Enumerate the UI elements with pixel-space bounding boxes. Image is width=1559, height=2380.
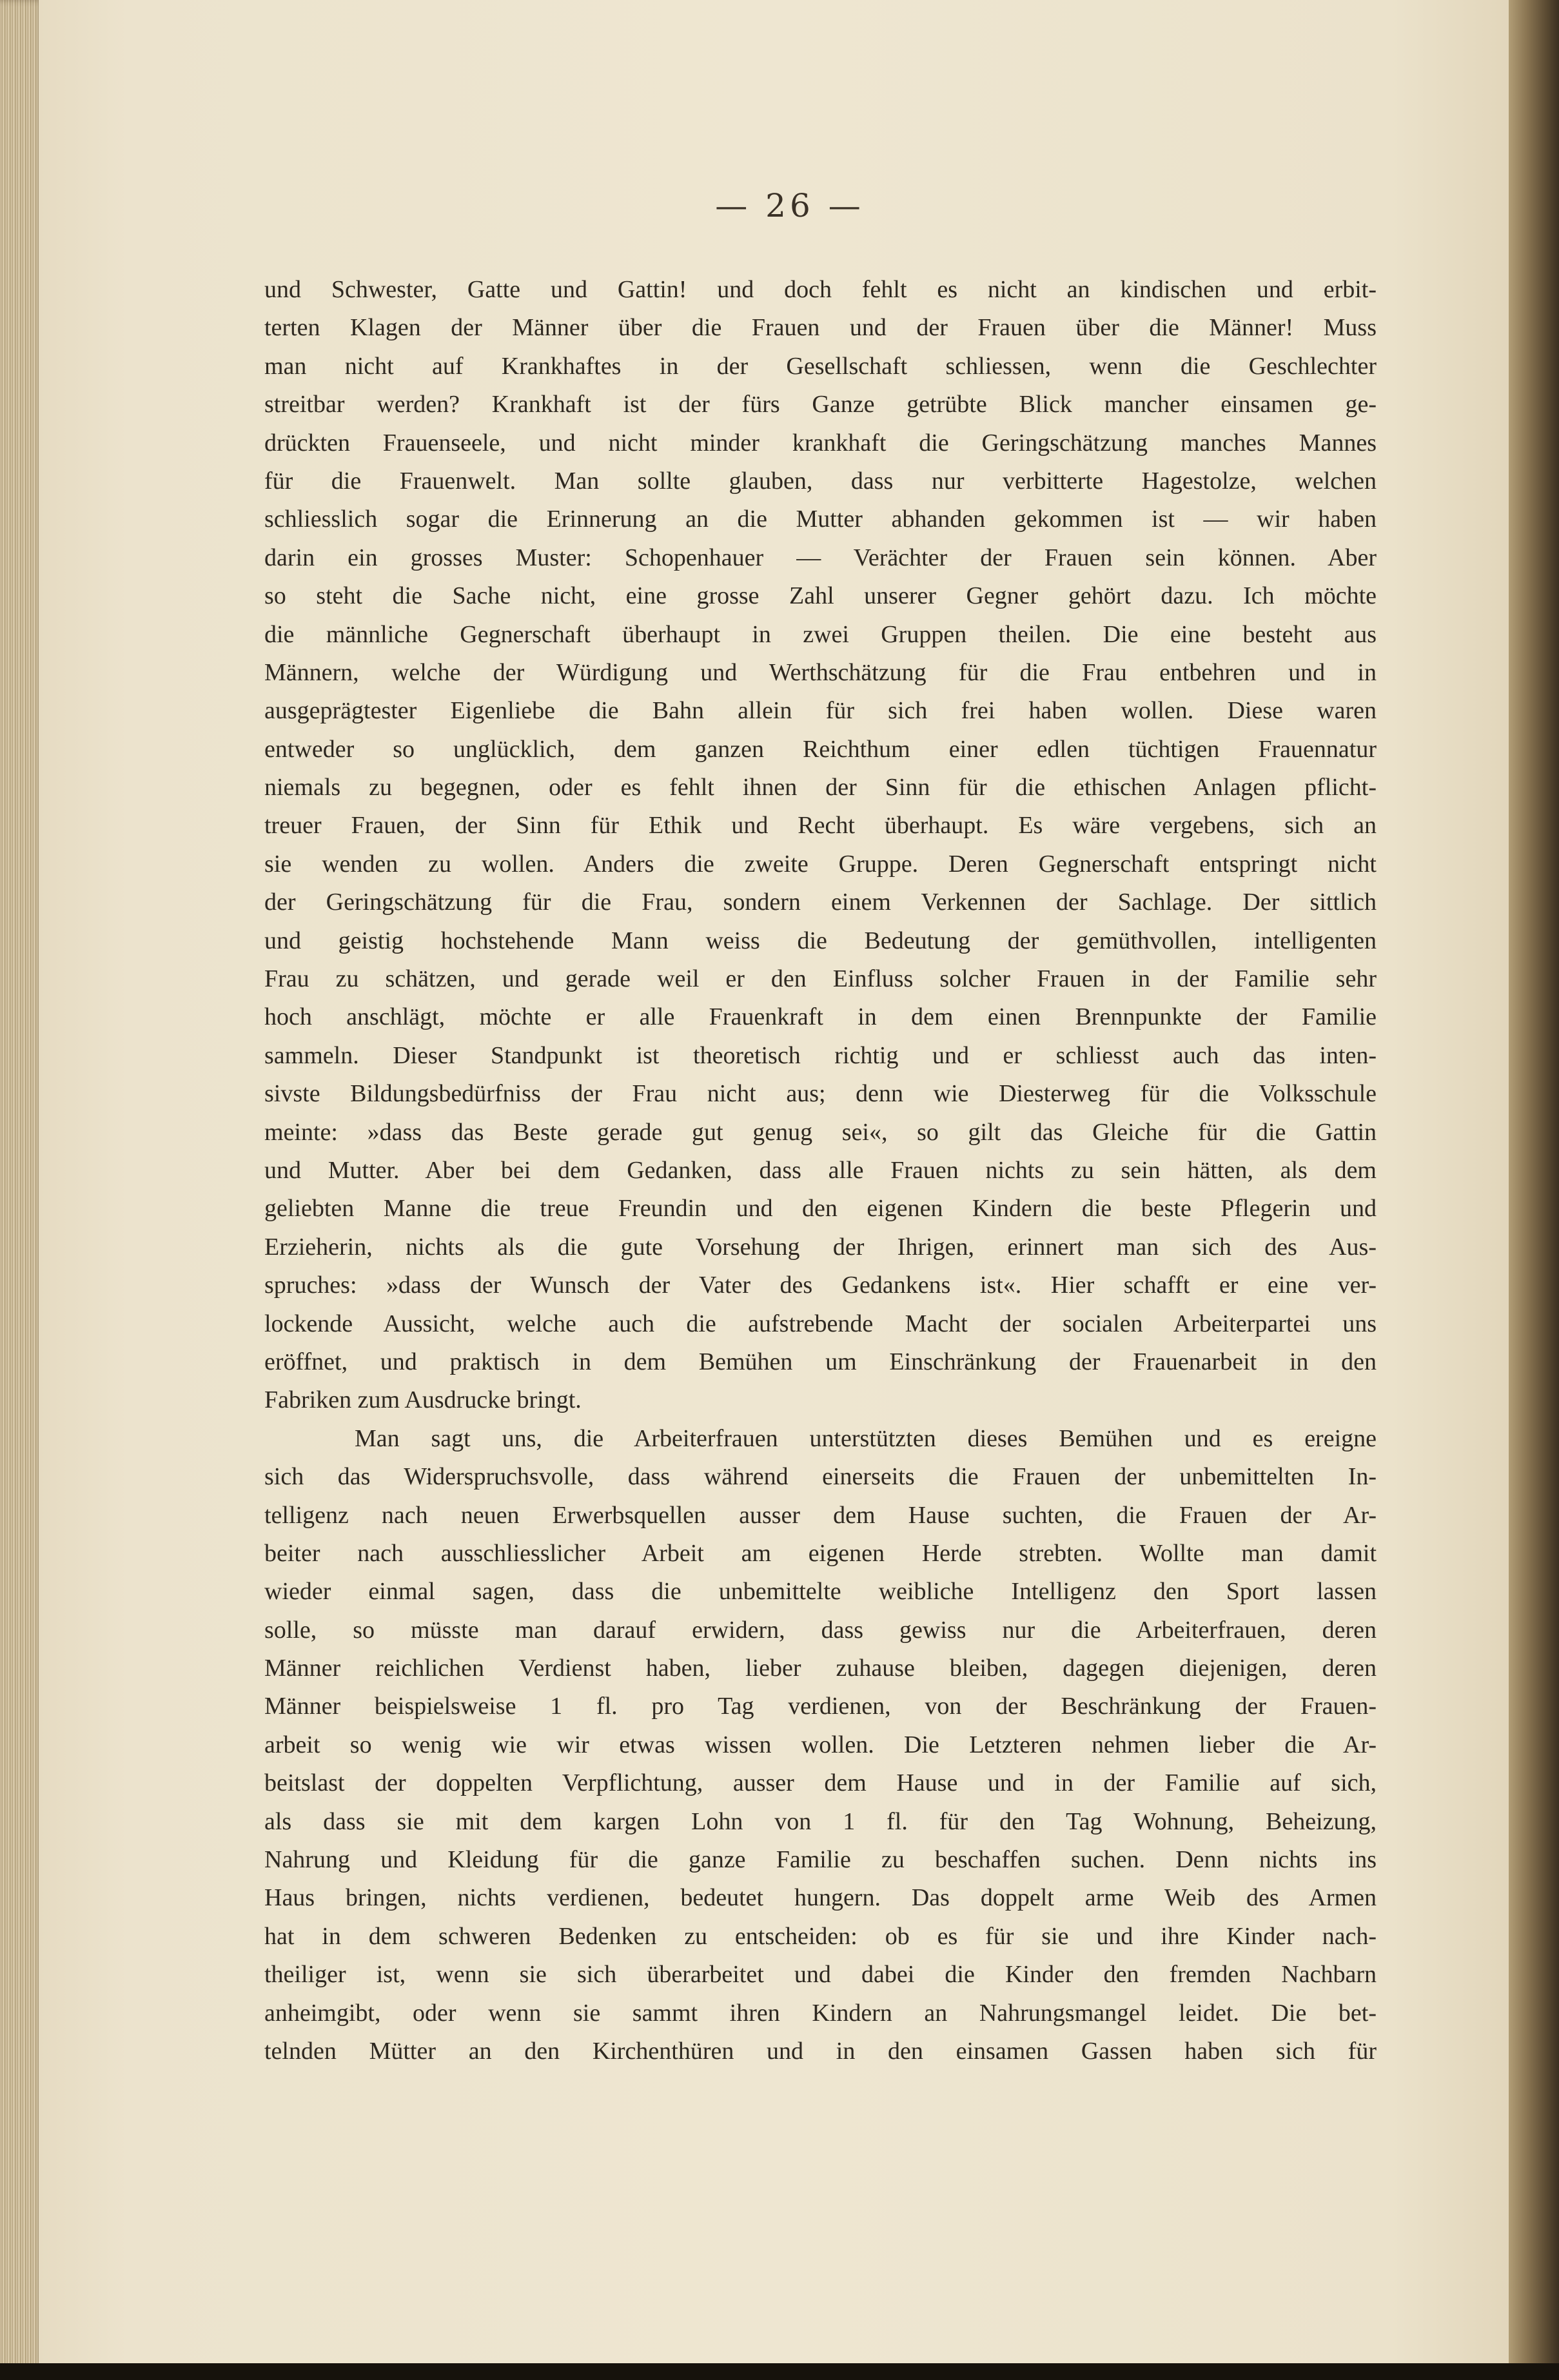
- text-line: theiliger ist, wenn sie sich überarbeitet und dabei die Kinder den fremden Nachbarn: [264, 1961, 1377, 1989]
- text-line: hoch anschlägt, möchte er alle Frauenkraft in dem einen Brennpunkte der Familie: [264, 1003, 1377, 1031]
- text-line: so steht die Sache nicht, eine grosse Zahl unserer Gegner gehört dazu. Ich möchte: [264, 582, 1377, 610]
- text-line: streitbar werden? Krankhaft ist der fürs Ganze getrübte Blick mancher einsamen ge-: [264, 391, 1377, 418]
- text-line: Frau zu schätzen, und gerade weil er den Einfluss solcher Frauen in der Familie sehr: [264, 965, 1377, 993]
- text-line: beitslast der doppelten Verpflichtung, ausser dem Hause und in der Familie auf sich,: [264, 1769, 1377, 1797]
- text-line: Männer beispielsweise 1 fl. pro Tag verdienen, von der Beschränkung der Frauen-: [264, 1693, 1377, 1720]
- text-line: entweder so unglücklich, dem ganzen Reichthum einer edlen tüchtigen Frauennatur: [264, 735, 1377, 763]
- text-line: Männer reichlichen Verdienst haben, lieber zuhause bleiben, dagegen diejenigen, deren: [264, 1655, 1377, 1682]
- text-line: sie wenden zu wollen. Anders die zweite Gruppe. Deren Gegnerschaft entspringt nicht: [264, 850, 1377, 878]
- text-line: schliesslich sogar die Erinnerung an die Mutter abhanden gekommen ist — wir haben: [264, 506, 1377, 533]
- text-line: Fabriken zum Ausdrucke bringt.: [264, 1386, 582, 1414]
- scan-bottom-border: [0, 2363, 1559, 2380]
- text-line: anheimgibt, oder wenn sie sammt ihren Kindern an Nahrungsmangel leidet. Die bet-: [264, 1999, 1377, 2027]
- text-line: sivste Bildungsbedürfniss der Frau nicht aus; denn wie Diesterweg für die Volksschule: [264, 1080, 1377, 1108]
- text-line: arbeit so wenig wie wir etwas wissen wollen. Die Letzteren nehmen lieber die Ar-: [264, 1731, 1377, 1758]
- text-line: Man sagt uns, die Arbeiterfrauen unterstützten dieses Bemühen und es ereigne: [355, 1424, 1377, 1452]
- text-line: drückten Frauenseele, und nicht minder krankhaft die Geringschätzung manches Mannes: [264, 429, 1377, 457]
- text-line: telnden Mütter an den Kirchenthüren und in den einsamen Gassen haben sich für: [264, 2037, 1377, 2065]
- text-line: meinte: »dass das Beste gerade gut genug sei«, so gilt das Gleiche für die Gattin: [264, 1118, 1377, 1146]
- text-line: für die Frauenwelt. Man sollte glauben, dass nur verbitterte Hagestolze, welchen: [264, 467, 1377, 495]
- text-line: lockende Aussicht, welche auch die aufstrebende Macht der socialen Arbeiterpartei uns: [264, 1310, 1377, 1337]
- text-line: Nahrung und Kleidung für die ganze Familie zu beschaffen suchen. Denn nichts ins: [264, 1846, 1377, 1874]
- text-line: die männliche Gegnerschaft überhaupt in zwei Gruppen theilen. Die eine besteht aus: [264, 620, 1377, 648]
- text-line: und Mutter. Aber bei dem Gedanken, dass alle Frauen nichts zu sein hätten, als dem: [264, 1156, 1377, 1184]
- text-line: terten Klagen der Männer über die Frauen und der Frauen über die Männer! Muss: [264, 314, 1377, 342]
- text-line: Erzieherin, nichts als die gute Vorsehung der Ihrigen, erinnert man sich des Aus-: [264, 1233, 1377, 1261]
- text-line: darin ein grosses Muster: Schopenhauer — Verächter der Frauen sein können. Aber: [264, 544, 1377, 571]
- text-line: niemals zu begegnen, oder es fehlt ihnen der Sinn für die ethischen Anlagen pflicht-: [264, 774, 1377, 802]
- text-line: hat in dem schweren Bedenken zu entscheiden: ob es für sie und ihre Kinder nach-: [264, 1922, 1377, 1950]
- text-line: spruches: »dass der Wunsch der Vater des Gedankens ist«. Hier schafft er eine ver-: [264, 1272, 1377, 1299]
- text-line: als dass sie mit dem kargen Lohn von 1 fl. für den Tag Wohnung, Beheizung,: [264, 1807, 1377, 1835]
- text-line: beiter nach ausschliesslicher Arbeit am eigenen Herde strebten. Wollte man damit: [264, 1539, 1377, 1567]
- text-line: und Schwester, Gatte und Gattin! und doch fehlt es nicht an kindischen und erbit-: [264, 276, 1377, 303]
- body-text: [264, 271, 1377, 2070]
- text-line: sich das Widerspruchsvolle, dass während einerseits die Frauen der unbemittelten In-: [264, 1463, 1377, 1491]
- text-line: ausgeprägtester Eigenliebe die Bahn allein für sich frei haben wollen. Diese waren: [264, 697, 1377, 725]
- text-line: man nicht auf Krankhaftes in der Gesellschaft schliessen, wenn die Geschlechter: [264, 352, 1377, 380]
- text-line: telligenz nach neuen Erwerbsquellen ausser dem Hause suchten, die Frauen der Ar-: [264, 1501, 1377, 1529]
- text-line: wieder einmal sagen, dass die unbemittelte weibliche Intelligenz den Sport lassen: [264, 1578, 1377, 1606]
- text-line: der Geringschätzung für die Frau, sondern einem Verkennen der Sachlage. Der sittlich: [264, 889, 1377, 916]
- text-line: Haus bringen, nichts verdienen, bedeutet hungern. Das doppelt arme Weib des Armen: [264, 1884, 1377, 1912]
- text-line: eröffnet, und praktisch in dem Bemühen um Einschränkung der Frauenarbeit in den: [264, 1348, 1377, 1375]
- book-binding-edge: [1509, 0, 1559, 2380]
- page-number: — 26 —: [715, 187, 865, 224]
- text-line: treuer Frauen, der Sinn für Ethik und Recht überhaupt. Es wäre vergebens, sich an: [264, 812, 1377, 840]
- text-line: Männern, welche der Würdigung und Werthschätzung für die Frau entbehren und in: [264, 658, 1377, 686]
- text-line: sammeln. Dieser Standpunkt ist theoretisch richtig und er schliesst auch das inten-: [264, 1041, 1377, 1069]
- text-line: und geistig hochstehende Mann weiss die Bedeutung der gemüthvollen, intelligenten: [264, 927, 1377, 954]
- text-line: geliebten Manne die treue Freundin und den eigenen Kindern die beste Pflegerin und: [264, 1195, 1377, 1223]
- text-line: solle, so müsste man darauf erwidern, dass gewiss nur die Arbeiterfrauen, deren: [264, 1616, 1377, 1644]
